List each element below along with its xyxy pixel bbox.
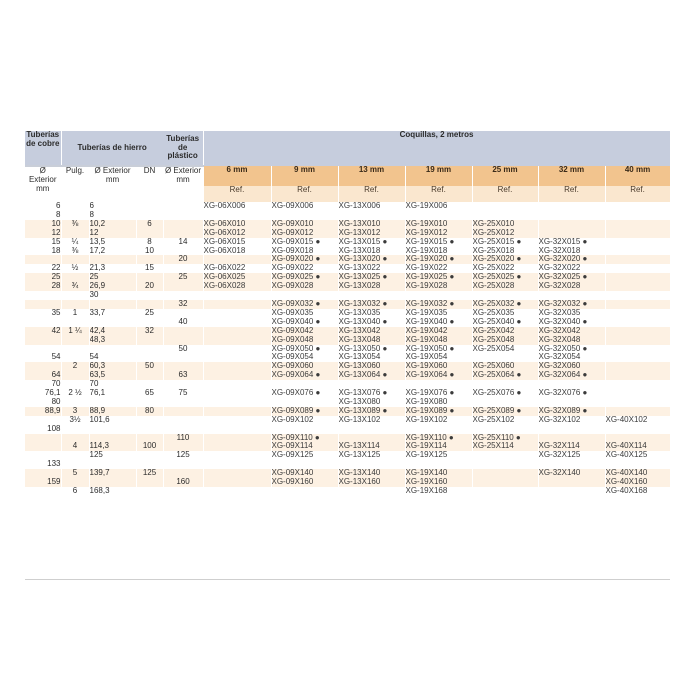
ref-cell-25mm [472, 291, 538, 300]
cobre-ext-cell [25, 487, 61, 496]
ref-cell-32mm: XG-32X035 XG-32X040 ● [538, 309, 605, 327]
ref-cell-9mm: XG-09X110 ● XG-09X114 [271, 434, 338, 452]
plastico-ext-cell: 110 [163, 434, 203, 452]
cobre-ext-cell [25, 291, 61, 300]
hierro-dn-cell [136, 300, 163, 309]
plastico-ext-cell [163, 416, 203, 434]
plastico-ext-cell [163, 487, 203, 496]
hierro-pulg-cell [61, 300, 89, 309]
ref-cell-9mm: XG-09X076 ● [271, 380, 338, 407]
ref-cell-25mm: XG-25X010 XG-25X012 [472, 220, 538, 238]
ref-cell-19mm: XG-19X050 ● XG-19X054 [405, 345, 472, 363]
ref-cell-25mm: XG-25X025 ● XG-25X028 [472, 273, 538, 291]
ref-cell-40mm: XG-40X140 XG-40X160 [605, 469, 670, 487]
hierro-ext-cell: 54 [89, 345, 136, 363]
ref-cell-40mm [605, 202, 670, 220]
table-row [25, 273, 670, 291]
ref-cell-13mm: XG-13X015 ● XG-13X018 [338, 238, 405, 256]
plastico-ext-cell [163, 327, 203, 345]
hierro-dn-cell: 125 [136, 469, 163, 487]
table-row [25, 300, 670, 309]
plastico-ext-cell: 50 [163, 345, 203, 363]
table-body [25, 202, 670, 496]
plastico-ext-cell: 125 [163, 451, 203, 469]
ref-cell-40mm [605, 309, 670, 327]
plastico-ext-cell [163, 202, 203, 220]
hierro-dn-cell: 8 10 [136, 238, 163, 256]
ref-cell-13mm: XG-13X022 [338, 264, 405, 273]
ref-cell-13mm: XG-13X114 [338, 434, 405, 452]
ref-cell-25mm: XG-25X022 [472, 264, 538, 273]
ref-cell-13mm [338, 487, 405, 496]
ref-cell-6mm [203, 362, 271, 380]
ref-cell-9mm: XG-09X089 ● [271, 407, 338, 416]
hierro-ext-cell: 6 8 [89, 202, 136, 220]
subheader-hierro-pulg: Pulg. [61, 166, 89, 202]
table-row [25, 345, 670, 363]
ref-cell-13mm: XG-13X010 XG-13X012 [338, 220, 405, 238]
size-25mm: 25 mm [472, 166, 538, 186]
ref-cell-25mm [472, 202, 538, 220]
cobre-ext-cell: 35 [25, 309, 61, 327]
ref-cell-9mm: XG-09X006 [271, 202, 338, 220]
hierro-pulg-cell: 6 [61, 487, 89, 496]
ref-cell-25mm: XG-25X035 XG-25X040 ● [472, 309, 538, 327]
coquillas-spec-table [25, 131, 671, 496]
ref-cell-25mm: XG-25X020 ● [472, 255, 538, 264]
ref-cell-32mm [538, 291, 605, 300]
ref-cell-32mm: XG-32X015 ● XG-32X018 [538, 238, 605, 256]
ref-cell-19mm: XG-19X102 [405, 416, 472, 434]
cobre-ext-cell: 54 [25, 345, 61, 363]
header-hierro: Tuberías de hierro [77, 142, 147, 152]
size-40mm: 40 mm [605, 166, 670, 186]
ref-cell-19mm: XG-19X020 ● [405, 255, 472, 264]
ref-label: Ref. [472, 186, 538, 202]
ref-cell-9mm: XG-09X102 [271, 416, 338, 434]
ref-cell-6mm: XG-06X015 XG-06X018 [203, 238, 271, 256]
ref-cell-6mm [203, 380, 271, 407]
hierro-ext-cell: 33,7 [89, 309, 136, 327]
ref-cell-32mm: XG-32X140 [538, 469, 605, 487]
ref-cell-9mm: XG-09X032 ● [271, 300, 338, 309]
hierro-dn-cell: 65 [136, 380, 163, 407]
table-row [25, 469, 670, 487]
hierro-dn-cell [136, 255, 163, 264]
table-row [25, 416, 670, 434]
ref-cell-6mm: XG-06X006 [203, 202, 271, 220]
hierro-ext-cell: 70 76,1 [89, 380, 136, 407]
cobre-ext-cell [25, 434, 61, 452]
subheader-hierro-ext: Ø Exterior mm [89, 166, 136, 202]
ref-cell-32mm: XG-32X076 ● [538, 380, 605, 407]
ref-cell-25mm: XG-25X089 ● [472, 407, 538, 416]
subheader-plastico-ext: Ø Exterior mm [163, 166, 203, 202]
ref-cell-6mm [203, 487, 271, 496]
ref-cell-13mm: XG-13X140 XG-13X160 [338, 469, 405, 487]
hierro-ext-cell: 114,3 [89, 434, 136, 452]
cobre-ext-cell [25, 300, 61, 309]
ref-cell-6mm [203, 255, 271, 264]
plastico-ext-cell: 20 [163, 255, 203, 264]
table-row [25, 264, 670, 273]
ref-cell-6mm [203, 345, 271, 363]
hierro-dn-cell [136, 202, 163, 220]
ref-cell-25mm: XG-25X054 [472, 345, 538, 363]
ref-cell-40mm [605, 362, 670, 380]
ref-cell-19mm: XG-19X076 ● XG-19X080 [405, 380, 472, 407]
ref-cell-40mm [605, 220, 670, 238]
size-13mm: 13 mm [338, 166, 405, 186]
ref-cell-40mm [605, 407, 670, 416]
ref-cell-9mm [271, 291, 338, 300]
subheader-cobre-ext: Ø Exterior mm [25, 166, 61, 202]
size-6mm: 6 mm [203, 166, 271, 186]
plastico-ext-cell [163, 220, 203, 238]
ref-cell-40mm [605, 291, 670, 300]
ref-cell-32mm: XG-32X042 XG-32X048 [538, 327, 605, 345]
hierro-ext-cell: 21,3 [89, 264, 136, 273]
ref-cell-13mm: XG-13X102 [338, 416, 405, 434]
table-row [25, 487, 670, 496]
ref-cell-19mm: XG-19X089 ● [405, 407, 472, 416]
ref-label: Ref. [203, 186, 271, 202]
ref-cell-32mm: XG-32X060 XG-32X064 ● [538, 362, 605, 380]
ref-cell-19mm: XG-19X140 XG-19X160 [405, 469, 472, 487]
table-row [25, 238, 670, 256]
ref-cell-19mm: XG-19X010 XG-19X012 [405, 220, 472, 238]
ref-cell-32mm: XG-32X020 ● [538, 255, 605, 264]
ref-cell-9mm: XG-09X125 [271, 451, 338, 469]
ref-cell-25mm [472, 469, 538, 487]
ref-cell-40mm [605, 327, 670, 345]
hierro-pulg-cell: ¼ ⅜ [61, 238, 89, 256]
ref-cell-25mm [472, 451, 538, 469]
table-row [25, 309, 670, 327]
table-row [25, 255, 670, 264]
ref-cell-25mm: XG-25X042 XG-25X048 [472, 327, 538, 345]
ref-cell-32mm: XG-32X089 ● [538, 407, 605, 416]
hierro-pulg-cell: 1 [61, 309, 89, 327]
ref-cell-32mm [538, 202, 605, 220]
ref-cell-9mm: XG-09X050 ● XG-09X054 [271, 345, 338, 363]
ref-cell-25mm: XG-25X060 XG-25X064 ● [472, 362, 538, 380]
hierro-ext-cell [89, 300, 136, 309]
ref-cell-32mm: XG-32X125 [538, 451, 605, 469]
header-plastico: Tuberías de plástico [166, 133, 200, 161]
ref-cell-32mm [538, 487, 605, 496]
size-9mm: 9 mm [271, 166, 338, 186]
hierro-dn-cell [136, 345, 163, 363]
plastico-ext-cell: 32 [163, 300, 203, 309]
cobre-ext-cell: 15 18 [25, 238, 61, 256]
ref-cell-13mm: XG-13X020 ● [338, 255, 405, 264]
ref-cell-6mm: XG-06X022 [203, 264, 271, 273]
hierro-pulg-cell: ⅜ [61, 220, 89, 238]
ref-cell-19mm: XG-19X006 [405, 202, 472, 220]
ref-cell-32mm: XG-32X102 [538, 416, 605, 434]
hierro-dn-cell: 32 [136, 327, 163, 345]
table-row [25, 380, 670, 407]
hierro-pulg-cell: 2 [61, 362, 89, 380]
hierro-ext-cell: 30 [89, 291, 136, 300]
plastico-ext-cell: 40 [163, 309, 203, 327]
ref-cell-40mm [605, 300, 670, 309]
hierro-ext-cell: 13,5 17,2 [89, 238, 136, 256]
hierro-dn-cell [136, 451, 163, 469]
hierro-pulg-cell: 3½ [61, 416, 89, 434]
hierro-pulg-cell: 3 [61, 407, 89, 416]
table-row [25, 451, 670, 469]
ref-cell-13mm: XG-13X060 XG-13X064 ● [338, 362, 405, 380]
hierro-pulg-cell [61, 202, 89, 220]
hierro-pulg-cell [61, 451, 89, 469]
header-cobre: Tuberías de cobre [25, 131, 61, 166]
table-row [25, 202, 670, 220]
table-row [25, 434, 670, 452]
bottom-divider [25, 579, 670, 580]
ref-cell-32mm [538, 220, 605, 238]
ref-cell-32mm: XG-32X032 ● [538, 300, 605, 309]
cobre-ext-cell: 133 [25, 451, 61, 469]
ref-cell-9mm: XG-09X022 [271, 264, 338, 273]
table-row [25, 362, 670, 380]
table-row [25, 220, 670, 238]
ref-cell-6mm [203, 469, 271, 487]
ref-cell-32mm: XG-32X022 [538, 264, 605, 273]
hierro-dn-cell: 15 [136, 264, 163, 273]
ref-cell-19mm: XG-19X110 ● XG-19X114 [405, 434, 472, 452]
ref-cell-40mm [605, 238, 670, 256]
hierro-ext-cell: 60,3 63,5 [89, 362, 136, 380]
hierro-ext-cell: 25 26,9 [89, 273, 136, 291]
ref-cell-19mm: XG-19X060 XG-19X064 ● [405, 362, 472, 380]
plastico-ext-cell: 75 [163, 380, 203, 407]
cobre-ext-cell: 25 28 [25, 273, 61, 291]
ref-cell-9mm: XG-09X010 XG-09X012 [271, 220, 338, 238]
hierro-dn-cell: 25 [136, 309, 163, 327]
ref-cell-13mm: XG-13X025 ● XG-13X028 [338, 273, 405, 291]
hierro-ext-cell: 88,9 [89, 407, 136, 416]
ref-cell-25mm [472, 487, 538, 496]
hierro-ext-cell: 168,3 [89, 487, 136, 496]
ref-cell-6mm: XG-06X010 XG-06X012 [203, 220, 271, 238]
ref-cell-13mm: XG-13X006 [338, 202, 405, 220]
hierro-pulg-cell [61, 345, 89, 363]
ref-cell-9mm: XG-09X140 XG-09X160 [271, 469, 338, 487]
ref-cell-40mm: XG-40X102 [605, 416, 670, 434]
ref-cell-40mm [605, 380, 670, 407]
ref-cell-13mm: XG-13X032 ● [338, 300, 405, 309]
cobre-ext-cell: 6 8 [25, 202, 61, 220]
ref-cell-40mm [605, 273, 670, 291]
ref-cell-32mm: XG-32X050 ● XG-32X054 [538, 345, 605, 363]
ref-cell-6mm [203, 291, 271, 300]
plastico-ext-cell [163, 291, 203, 300]
ref-cell-32mm: XG-32X025 ● XG-32X028 [538, 273, 605, 291]
ref-cell-25mm: XG-25X076 ● [472, 380, 538, 407]
hierro-dn-cell: 50 [136, 362, 163, 380]
hierro-pulg-cell: 2 ½ [61, 380, 89, 407]
ref-cell-6mm [203, 451, 271, 469]
ref-label: Ref. [405, 186, 472, 202]
ref-cell-19mm: XG-19X032 ● [405, 300, 472, 309]
hierro-pulg-cell: 1 ¼ [61, 327, 89, 345]
hierro-pulg-cell [61, 255, 89, 264]
hierro-ext-cell: 125 [89, 451, 136, 469]
ref-cell-6mm: XG-06X025 XG-06X028 [203, 273, 271, 291]
ref-cell-13mm: XG-13X089 ● [338, 407, 405, 416]
plastico-ext-cell: 14 [163, 238, 203, 256]
hierro-dn-cell: 100 [136, 434, 163, 452]
hierro-pulg-cell: 5 [61, 469, 89, 487]
cobre-ext-cell: 42 [25, 327, 61, 345]
ref-cell-19mm: XG-19X015 ● XG-19X018 [405, 238, 472, 256]
hierro-ext-cell [89, 255, 136, 264]
cobre-ext-cell: 70 76,1 80 [25, 380, 61, 407]
ref-cell-25mm: XG-25X102 [472, 416, 538, 434]
hierro-dn-cell: 20 [136, 273, 163, 291]
cobre-ext-cell: 64 [25, 362, 61, 380]
table-row [25, 327, 670, 345]
plastico-ext-cell: 25 [163, 273, 203, 291]
hierro-ext-cell: 101,6 [89, 416, 136, 434]
ref-cell-13mm: XG-13X125 [338, 451, 405, 469]
ref-cell-25mm: XG-25X110 ● XG-25X114 [472, 434, 538, 452]
ref-cell-9mm: XG-09X015 ● XG-09X018 [271, 238, 338, 256]
hierro-ext-cell: 139,7 [89, 469, 136, 487]
ref-cell-19mm: XG-19X022 [405, 264, 472, 273]
ref-cell-9mm: XG-09X025 ● XG-09X028 [271, 273, 338, 291]
ref-cell-13mm: XG-13X035 XG-13X040 ● [338, 309, 405, 327]
ref-cell-6mm [203, 309, 271, 327]
ref-cell-6mm [203, 300, 271, 309]
ref-cell-25mm: XG-25X015 ● XG-25X018 [472, 238, 538, 256]
header-coquillas: Coquillas, 2 metros [203, 131, 670, 166]
size-32mm: 32 mm [538, 166, 605, 186]
ref-label: Ref. [271, 186, 338, 202]
ref-cell-13mm [338, 291, 405, 300]
ref-cell-9mm: XG-09X035 XG-09X040 ● [271, 309, 338, 327]
hierro-ext-cell: 10,2 12 [89, 220, 136, 238]
ref-cell-6mm [203, 327, 271, 345]
ref-cell-40mm: XG-40X168 [605, 487, 670, 496]
cobre-ext-cell [25, 255, 61, 264]
plastico-ext-cell: 63 [163, 362, 203, 380]
table-row [25, 407, 670, 416]
hierro-pulg-cell [61, 291, 89, 300]
header-hierro-plastico [61, 131, 203, 166]
size-19mm: 19 mm [405, 166, 472, 186]
hierro-dn-cell [136, 487, 163, 496]
hierro-pulg-cell: 4 [61, 434, 89, 452]
hierro-dn-cell [136, 416, 163, 434]
cobre-ext-cell: 22 [25, 264, 61, 273]
ref-cell-19mm: XG-19X125 [405, 451, 472, 469]
hierro-dn-cell: 6 [136, 220, 163, 238]
ref-label: Ref. [538, 186, 605, 202]
ref-cell-19mm: XG-19X042 XG-19X048 [405, 327, 472, 345]
ref-cell-9mm [271, 487, 338, 496]
ref-cell-19mm: XG-19X035 XG-19X040 ● [405, 309, 472, 327]
ref-cell-40mm [605, 345, 670, 363]
table-row [25, 291, 670, 300]
hierro-ext-cell: 42,4 48,3 [89, 327, 136, 345]
ref-cell-40mm: XG-40X114 [605, 434, 670, 452]
cobre-ext-cell: 10 12 [25, 220, 61, 238]
ref-cell-32mm: XG-32X114 [538, 434, 605, 452]
cobre-ext-cell: 159 [25, 469, 61, 487]
ref-cell-40mm [605, 264, 670, 273]
ref-cell-25mm: XG-25X032 ● [472, 300, 538, 309]
subheader-hierro-dn: DN [136, 166, 163, 202]
spec-table-container [25, 131, 670, 577]
hierro-dn-cell: 80 [136, 407, 163, 416]
hierro-pulg-cell: ¾ [61, 273, 89, 291]
plastico-ext-cell: 160 [163, 469, 203, 487]
cobre-ext-cell: 108 [25, 416, 61, 434]
hierro-dn-cell [136, 291, 163, 300]
ref-label: Ref. [605, 186, 670, 202]
ref-label: Ref. [338, 186, 405, 202]
plastico-ext-cell [163, 407, 203, 416]
plastico-ext-cell [163, 264, 203, 273]
ref-cell-13mm: XG-13X050 ● XG-13X054 [338, 345, 405, 363]
ref-cell-13mm: XG-13X042 XG-13X048 [338, 327, 405, 345]
ref-cell-19mm: XG-19X025 ● XG-19X028 [405, 273, 472, 291]
ref-cell-9mm: XG-09X060 XG-09X064 ● [271, 362, 338, 380]
ref-cell-19mm [405, 291, 472, 300]
hierro-pulg-cell: ½ [61, 264, 89, 273]
cobre-ext-cell: 88,9 [25, 407, 61, 416]
ref-cell-40mm [605, 255, 670, 264]
ref-cell-13mm: XG-13X076 ● XG-13X080 [338, 380, 405, 407]
ref-cell-40mm: XG-40X125 [605, 451, 670, 469]
ref-cell-9mm: XG-09X042 XG-09X048 [271, 327, 338, 345]
ref-cell-6mm [203, 416, 271, 434]
ref-cell-9mm: XG-09X020 ● [271, 255, 338, 264]
ref-cell-19mm: XG-19X168 [405, 487, 472, 496]
ref-cell-6mm [203, 407, 271, 416]
ref-cell-6mm [203, 434, 271, 452]
